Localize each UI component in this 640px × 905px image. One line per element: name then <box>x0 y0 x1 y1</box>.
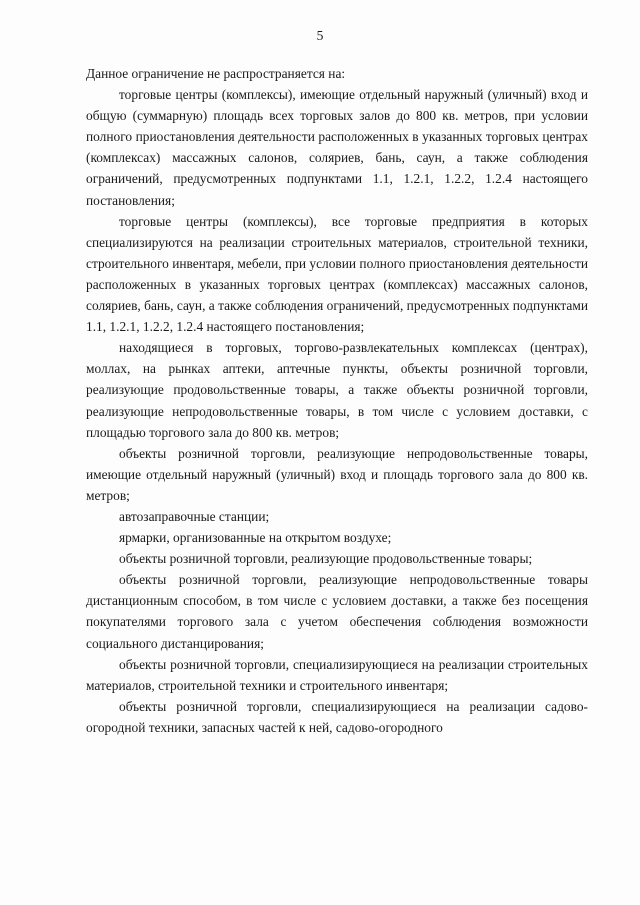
list-item-pharmacies-and-retail: находящиеся в торговых, торгово-развлекательных комплексах (центрах), моллах, на рынках аптеки, аптечные пункты, объекты розничной торговли, реализующие продовольственные товары, а также объекты розничной торговли, реализующие непродовольственные товары, в том числе с условием доставки, с площадью торгового зала до 800 кв. метров; <box>86 340 588 440</box>
list-item-shopping-centers-separate-entrance: торговые центры (комплексы), имеющие отдельный наружный (уличный) вход и общую (суммарную) площадь всех торговых залов до 800 кв. метров, при условии полного приостановления деятельности расположенных в указанных торговых центрах (комплексах) массажных салонов, соляриев, бань, саун, а также соблюдения ограничений, предусмотренных подпунктами 1.1, 1.2.1, 1.2.2, 1.2.4 настоящего постановления; <box>86 87 588 208</box>
list-item-construction-materials-retail: объекты розничной торговли, специализирующиеся на реализации строительных материалов, строительной техники и строительного инвентаря; <box>86 656 588 693</box>
list-item-shopping-centers-construction: торговые центры (комплексы), все торговые предприятия в которых специализируются на реализации строительных материалов, строительной техники, строительного инвентаря, мебели, при условии полного приостановления деятельности расположенных в указанных торговых центрах (комплексах) массажных салонов, соляриев, бань, саун, а также соблюдения ограничений, предусмотренных подпунктами 1.1, 1.2.1, 1.2.2, 1.2.4 настоящего постановления; <box>86 213 588 335</box>
list-item-garden-equipment-retail: объекты розничной торговли, специализирующиеся на реализации садово-огородной техники, запасных частей к ней, садово-огородного <box>86 698 588 735</box>
list-item-gas-stations: автозаправочные станции; <box>119 508 270 524</box>
list-item-open-air-fairs: ярмарки, организованные на открытом воздухе; <box>119 530 392 546</box>
list-item-remote-nonfood-retail: объекты розничной торговли, реализующие непродовольственные товары дистанционным способом, в том числе с условием доставки, а также без посещения покупателями торгового зала с учетом обеспечения соблюдения возможности социального дистанцирования; <box>86 572 588 651</box>
list-item-food-retail: объекты розничной торговли, реализующие продовольственные товары; <box>119 551 533 567</box>
list-item-nonfood-retail-separate-entrance: объекты розничной торговли, реализующие непродовольственные товары, имеющие отдельный наружный (уличный) вход и площадь торгового зала до 800 кв. метров; <box>86 445 588 503</box>
intro-paragraph: Данное ограничение не распространяется на: <box>86 66 346 81</box>
document-body <box>86 63 588 738</box>
page-number: 5 <box>316 28 324 43</box>
